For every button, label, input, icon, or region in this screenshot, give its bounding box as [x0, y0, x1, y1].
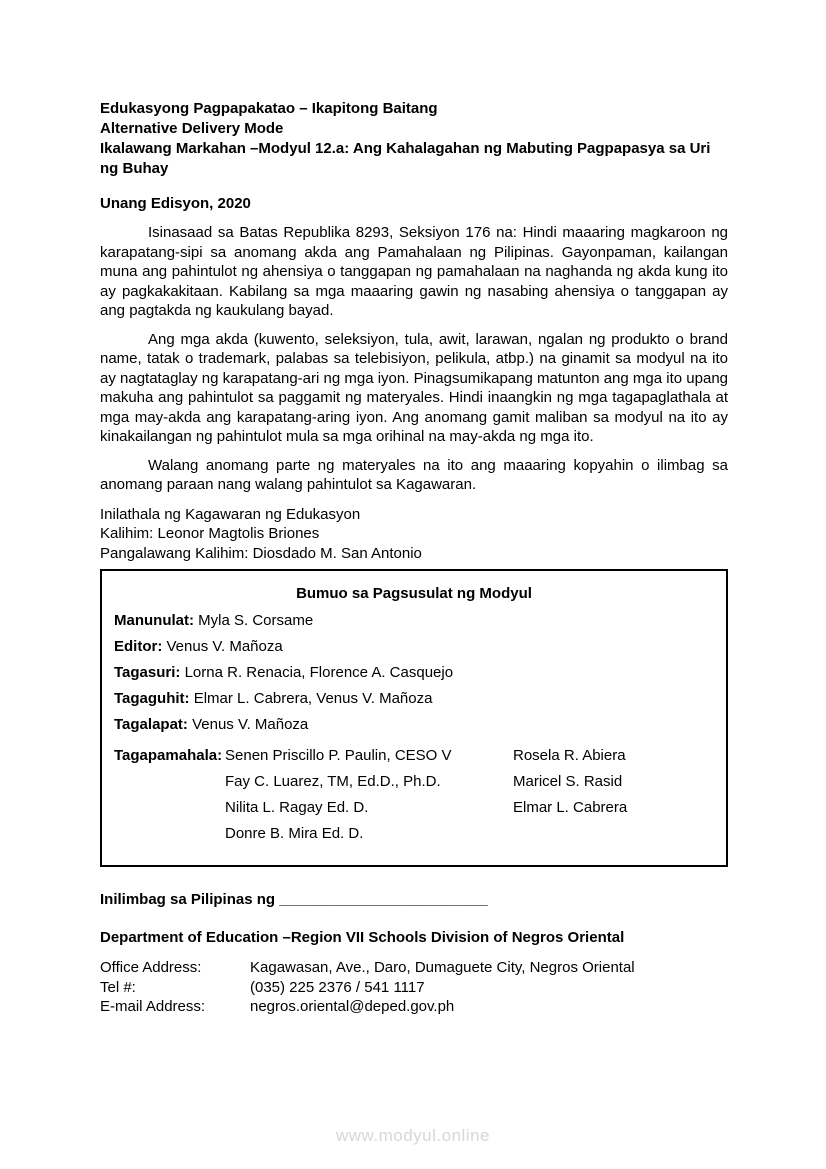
contact-row-office	[100, 958, 728, 978]
contact-value: Kagawasan, Ave., Daro, Dumaguete City, Negros Oriental	[250, 959, 635, 976]
secretary-line: Kalihim: Leonor Magtolis Briones	[100, 525, 320, 542]
publisher-line: Inilathala ng Kagawaran ng Edukasyon	[100, 505, 361, 523]
module-title-line: Ikalawang Markahan –Modyul 12.a: Ang Kahalagahan ng Mabuting Pagpapasya sa Uri ng Buhay	[100, 140, 711, 177]
contact-label: E-mail Address:	[100, 998, 206, 1015]
printed-in-line: Inilimbag sa Pilipinas ng _________________________	[100, 891, 488, 908]
credit-value: Lorna R. Renacia, Florence A. Casquejo	[184, 664, 454, 681]
copyright-paragraph-3: Walang anomang parte ng materyales na ito ang maaaring kopyahin o ilimbag sa anomang paraan nang walang pahintulot sa Kagawaran.	[100, 456, 728, 493]
copyright-paragraph-1: Isinasaad sa Batas Republika 8293, Seksiyon 176 na: Hindi maaaring magkaroon ng karapatang-sipi sa anomang akda ang Pamahalaan ng Pilipinas. Gayonpaman, kailangan muna ang pahintulot ng ahensiya o tanggapan ng pamahalaan na naghanda ng akda kung ito ay pagkakakitaan. Kabilang sa mga maaaring gawin ng nasabing ahensiya o tanggapan ay ang pagtakda ng kaukulang bayad.	[100, 224, 728, 319]
publisher-block	[100, 505, 728, 564]
subject-grade-line: Edukasyong Pagpapakatao – Ikapitong Baitang	[100, 100, 438, 117]
contact-value: negros.oriental@deped.gov.ph	[250, 998, 455, 1015]
undersecretary-line: Pangalawang Kalihim: Diosdado M. San Antonio	[100, 544, 422, 562]
credit-row-editor	[114, 639, 714, 655]
management-column-1	[225, 743, 513, 847]
credit-row-layout	[114, 717, 714, 733]
module-header	[100, 99, 728, 179]
credit-value: Venus V. Mañoza	[192, 716, 309, 733]
delivery-mode-line: Alternative Delivery Mode	[100, 120, 284, 137]
edition-line: Unang Edisyon, 2020	[100, 195, 251, 212]
credit-label: Manunulat:	[114, 612, 194, 629]
credit-row-reviewers	[114, 665, 714, 681]
management-name: Maricel S. Rasid	[513, 773, 623, 790]
contact-value: (035) 225 2376 / 541 1117	[250, 978, 425, 996]
management-label: Tagapamahala:	[114, 747, 223, 764]
credit-value: Elmar L. Cabrera, Venus V. Mañoza	[193, 690, 433, 707]
contact-row-email	[100, 997, 728, 1017]
management-column-2	[513, 743, 714, 847]
watermark: www.modyul.online	[335, 1126, 490, 1145]
credit-value: Myla S. Corsame	[198, 612, 314, 629]
copyright-paragraph-2: Ang mga akda (kuwento, seleksiyon, tula, awit, larawan, ngalan ng produkto o brand name, tatak o trademark, palabas sa telebisiyon, pelikula, atbp.) na ginamit sa modyul na ito ay nagtataglay ng karapatang-ari ng mga iyon. Pinagsumikapang matunton ang mga ito upang makuha ang pahintulot sa paggamit ng materyales. Hindi inaangkin ng mga tagapaglathala at mga may-akda ang karapatang-aring iyon. Ang anomang gamit maliban sa modyul na ito ay kinakailangan ng pahintulot mula sa mga orihinal na may-akda ng mga ito.	[100, 330, 728, 445]
contact-block	[100, 958, 728, 1017]
contact-row-tel	[100, 978, 728, 998]
management-name: Fay C. Luarez, TM, Ed.D., Ph.D.	[225, 773, 441, 790]
credits-box-title: Bumuo sa Pagsusulat ng Modyul	[296, 585, 532, 602]
contact-label: Office Address:	[100, 959, 202, 976]
credit-label: Tagaguhit:	[114, 690, 190, 707]
management-section	[114, 743, 714, 847]
division-title: Department of Education –Region VII Schools Division of Negros Oriental	[100, 929, 625, 946]
management-name: Nilita L. Ragay Ed. D.	[225, 799, 369, 816]
management-name: Rosela R. Abiera	[513, 747, 626, 764]
credit-label: Editor:	[114, 638, 163, 655]
credit-value: Venus V. Mañoza	[166, 638, 283, 655]
credits-box	[100, 569, 728, 867]
page-content	[100, 99, 728, 1017]
management-name: Senen Priscillo P. Paulin, CESO V	[225, 747, 452, 764]
credit-row-illustrators	[114, 691, 714, 707]
credit-label: Tagasuri:	[114, 664, 181, 681]
management-name: Donre B. Mira Ed. D.	[225, 825, 364, 842]
contact-label: Tel #:	[100, 978, 136, 996]
management-name: Elmar L. Cabrera	[513, 799, 628, 816]
credit-label: Tagalapat:	[114, 716, 188, 733]
credit-row-writer	[114, 613, 714, 629]
